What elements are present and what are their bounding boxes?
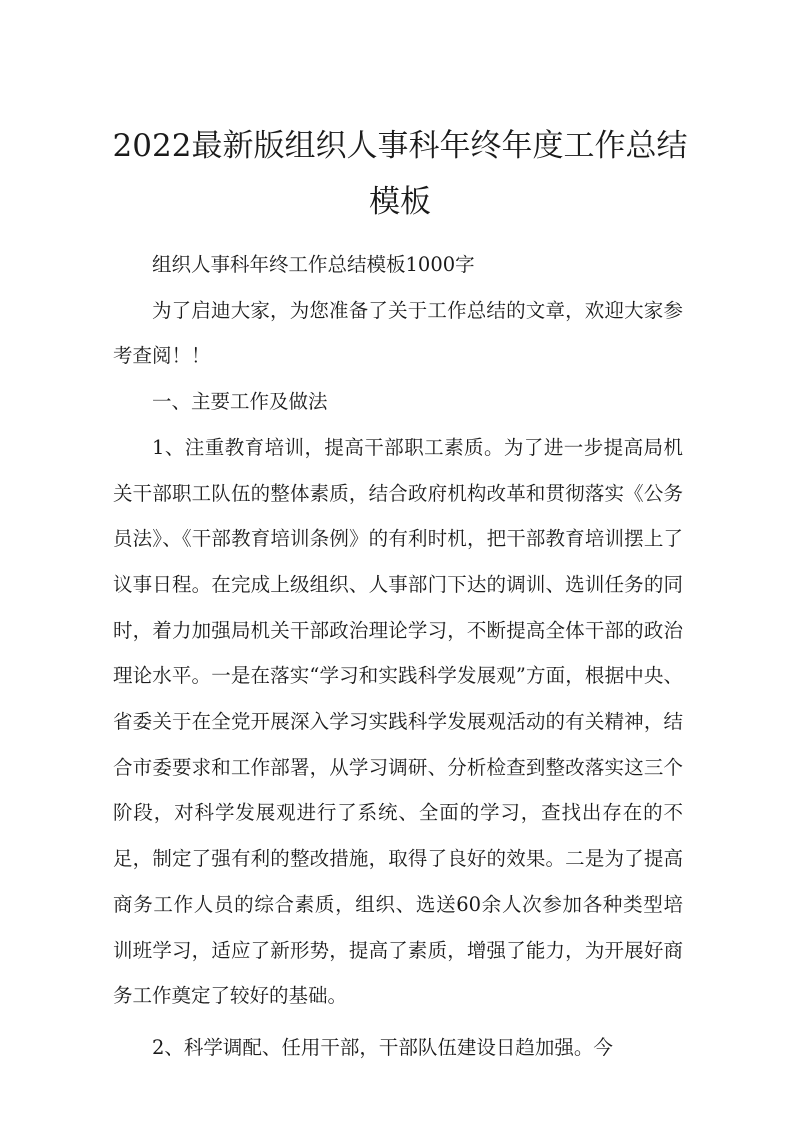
document-title: 2022最新版组织人事科年终年度工作总结模板 [112, 128, 688, 220]
body-paragraph-2: 2、科学调配、任用干部，干部队伍建设日趋加强。今 [152, 1035, 613, 1059]
intro-paragraph: 为了启迪大家，为您准备了关于工作总结的文章，欢迎大家参考查阅！！ [113, 298, 683, 368]
subtitle-paragraph: 组织人事科年终工作总结模板1000字 [152, 253, 475, 276]
body-paragraph-1: 1、注重教育培训，提高干部职工素质。为了进一步提高局机关干部职工队伍的整体素质，结合政府机构改革和贯彻落实《公务员法》、《干部教育培训条例》的有利时机，把干部教育培训摆上了议事日程。在完成上级组织、人事部门下达的调训、选训任务的同时，着力加强局机关干部政治理论学习，不断提高全体干部的政治理论水平。一是在落实“学习和实践科学发展观”方面，根据中央、省委关于在全党开展深入学习实践科学发展观活动的有关精神，结合市委要求和工作部署，从学习调研、分析检查到整改落实这三个阶段，对科学发展观进行了系统、全面的学习，查找出存在的不足，制定了强有利的整改措施，取得了良好的效果。二是为了提高商务工作人员的综合素质，组织、选送60余人次参加各种类型培训班学习，适应了新形势，提高了素质，增强了能力，为开展好商务工作奠定了较好的基础。 [113, 435, 683, 1008]
document-body [113, 242, 683, 1071]
section-heading: 一、主要工作及做法 [152, 390, 328, 414]
